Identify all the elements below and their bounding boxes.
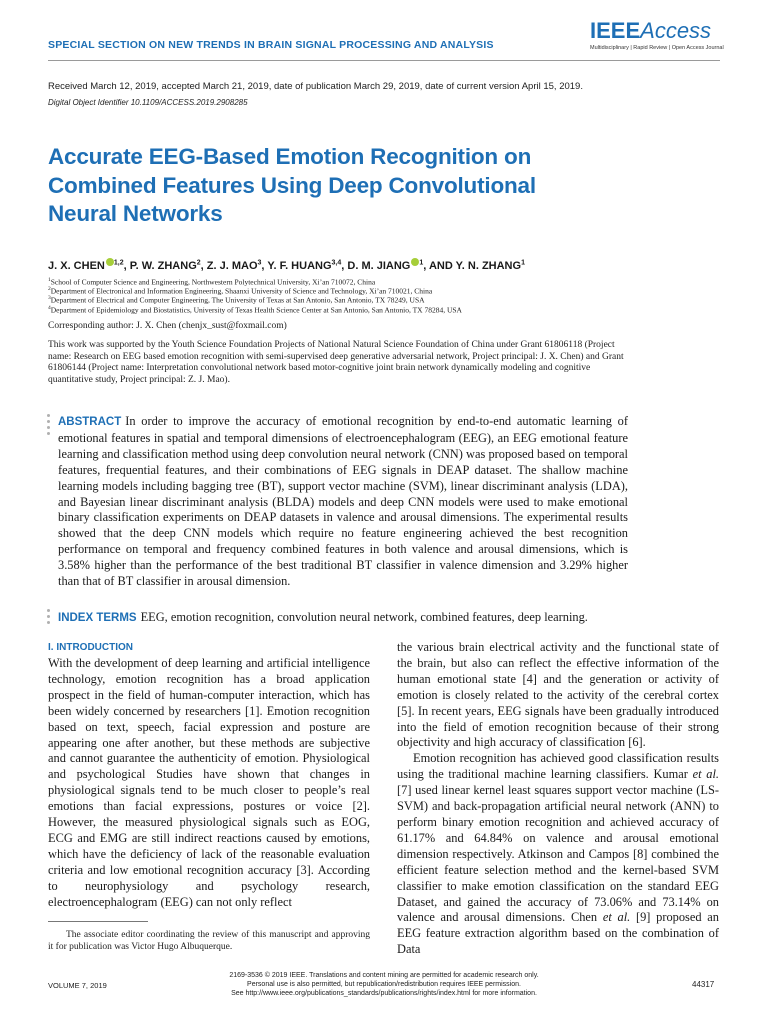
footer-line-1: 2169-3536 © 2019 IEEE. Translations and content mining are permitted for academic research only. (229, 972, 539, 979)
text-run: [7] used linear kernel least squares support vector machine (LS-SVM) and back-propagation artificial neural network (ANN) to perform binary emotion recognition and achieved accuracy of 61.17% and 64.84% on valence and arousal emotional dimension respectively. Atkinson and Campos [8] combined the efficient feature selection method and the kernel-based SVM classifier to make emotion classification on the standard EEG Dataset, and gained the accuracy of 73.06% and 73.14% on valence and arousal dimensions. Chen (397, 783, 719, 925)
orcid-icon[interactable] (106, 258, 114, 266)
journal-logo (590, 20, 730, 56)
author-name: Z. J. MAO (206, 260, 258, 272)
text-run-italic: et al. (602, 910, 631, 925)
author-list (48, 258, 525, 272)
funding-statement: This work was supported by the Youth Science Foundation Projects of National Natural Science Foundation of China under Grant 61806118 (Project name: Research on EEG based emotion recognition with semi-supervised deep generative adversarial network, Project principal: J. X. Chen) and Grant 61806144 (Project name: Interpretation convolutional network based motor-cognitive joint brain network dynamically modeling and cognitive quantitative study, Project principal: Z. J. Mao). (48, 340, 624, 385)
text-run-italic: et al. (692, 767, 719, 782)
affiliation-3 (48, 295, 425, 305)
doi: Digital Object Identifier 10.1109/ACCESS.2019.2908285 (48, 98, 248, 107)
author-affiliation-sup: 3 (257, 259, 262, 267)
footer-line-2: Personal use is also permitted, but republication/redistribution requires IEEE permission. (247, 981, 521, 988)
text-run: [9] proposed an EEG feature extraction algorithm based on the combination of Data (397, 910, 719, 957)
author-separator: , (261, 260, 268, 272)
paper-title: Accurate EEG-Based Emotion Recognition on Combined Features Using Deep Convolutional Neural Networks (48, 144, 536, 226)
header-rule (48, 60, 720, 61)
author-name: AND Y. N. ZHANG (428, 260, 522, 272)
index-terms-dots-icon (47, 609, 50, 627)
author-separator: , (423, 260, 429, 272)
author-affiliation-sup: 1 (419, 259, 424, 267)
affiliation-text: School of Computer Science and Engineering, Northwestern Polytechnical University, Xi’an 710072, China (50, 277, 376, 287)
author-affiliation-sup: 1 (521, 259, 525, 267)
affiliation-text: Department of Epidemiology and Biostatistics, University of Texas Health Science Center at San Antonio, San Antonio, TX 78284, USA (50, 305, 462, 315)
footnote: The associate editor coordinating the review of this manuscript and approving it for publication was Victor Hugo Albuquerque. (48, 930, 370, 952)
received-dates: Received March 12, 2019, accepted March 21, 2019, date of publication March 29, 2019, date of current version April 15, 2019. (48, 81, 583, 92)
text-run: Emotion recognition has achieved good classification results using the traditional machine learning classifiers. Kumar (397, 751, 719, 782)
author-name: P. W. ZHANG (129, 260, 197, 272)
intro-right-column (397, 640, 719, 958)
intro-paragraph-2 (397, 751, 719, 958)
author (429, 260, 525, 272)
author-affiliation-sup: 2 (196, 259, 201, 267)
author-name: J. X. CHEN (48, 260, 105, 272)
intro-left-column: With the development of deep learning and artificial intelligence technology, emotion recognition has a broad application prospect in the field of human-computer interaction, which has been widely concerned by researchers [1]. Emotion recognition based on text, speech, facial expression and posture are appearing one after another, but these methods are subjective and cannot guarantee the authenticity of emotion. Physiological and psychological Studies have shown that changes in physiological signals tend to be much closer to people’s real emotions than facial expressions, postures or voice [2]. However, the measured physiological signals such as EOG, ECG and EMG are still indirect reactions caused by emotions, which have the deficiency of lack of the reasonable evaluation criteria and low emotional recognition accuracy [3]. According to neurophysiology and psychology research, electroencephalogram (EEG) can not only reflect (48, 656, 370, 909)
index-terms-text: EEG, emotion recognition, convolution neural network, combined features, deep learning. (140, 610, 588, 624)
footer-page-number: 44317 (692, 980, 715, 989)
author (347, 260, 423, 272)
footer-volume: VOLUME 7, 2019 (48, 981, 107, 990)
author-separator: , (200, 260, 207, 272)
affiliation-num: 1 (48, 277, 51, 283)
author-separator: , (341, 260, 348, 272)
affiliation-text: Department of Electronical and Information Engineering, Shaanxi University of Science and Technology, Xi’an 710021, China (50, 286, 433, 296)
affiliation-text: Department of Electrical and Computer Engineering, The University of Texas at San Antonio, San Antonio, TX 78249, USA (50, 295, 425, 305)
corresponding-author: Corresponding author: J. X. Chen (chenjx_sust@foxmail.com) (48, 321, 287, 331)
author-affiliation-sup: 1,2 (113, 259, 124, 267)
footnote-rule (48, 921, 148, 922)
affiliation-num: 2 (48, 286, 51, 292)
author-name: Y. F. HUANG (267, 260, 332, 272)
author (207, 260, 262, 272)
affiliation-num: 3 (48, 295, 51, 301)
author (267, 260, 341, 272)
footer-copyright (180, 971, 588, 998)
logo-access: Access (640, 18, 712, 43)
author-separator: , (123, 260, 130, 272)
index-terms-label: INDEX TERMS (58, 612, 137, 624)
section-heading-introduction: I. INTRODUCTION (48, 642, 133, 653)
affiliation-num: 4 (48, 305, 51, 311)
section-header: SPECIAL SECTION ON NEW TRENDS IN BRAIN SIGNAL PROCESSING AND ANALYSIS (48, 39, 494, 51)
author-name: D. M. JIANG (347, 260, 411, 272)
logo-tagline: Multidisciplinary | Rapid Review | Open Access Journal (590, 45, 724, 51)
abstract-dots-icon (47, 414, 50, 438)
author-affiliation-sup: 3,4 (331, 259, 342, 267)
abstract-text: In order to improve the accuracy of emotional recognition by end-to-end automatic learning of emotional features in spatial and temporal dimensions of electroencephalogram (EEG), an EEG emotional feature learning and classification method using deep convolution neural network (CNN) was proposed based on temporal features, frequential features, and their combinations of EEG signals in DEAP dataset. The shallow machine learning models including bagging tree (BT), support vector machine (SVM), linear discriminant analysis (LDA), and Bayesian linear discriminant analysis (BLDA) models and deep CNN models were used to make emotional binary classification experiments on DEAP datasets in valence and arousal dimensions. The experimental results showed that the deep CNN models which require no feature engineering achieved the best recognition performance on temporal and frequency combined features in both valence and arousal dimensions, which is 3.58% higher than the performance of the best traditional BT classifier in valence dimension and 3.29% higher than that of BT classifier in arousal dimension. (58, 414, 628, 589)
footer-line-3: See http://www.ieee.org/publications_standards/publications/rights/index.html for more information. (231, 990, 537, 997)
logo-ieee: IEEE (590, 18, 641, 43)
abstract (58, 414, 628, 590)
abstract-label: ABSTRACT (58, 416, 122, 428)
author (130, 260, 201, 272)
intro-paragraph-1: the various brain electrical activity and the functional state of the brain, but also can reflect the effective information of the human emotional state [4] and the generation or activity of emotion is closely related to the activity of the cerebral cortex [5]. In recent years, EEG signals have been gradually introduced into the field of emotion recognition because of their strong objectivity and high accuracy of classification [6]. (397, 640, 719, 750)
index-terms (58, 610, 658, 625)
affiliation-4 (48, 305, 462, 315)
author (48, 260, 124, 272)
